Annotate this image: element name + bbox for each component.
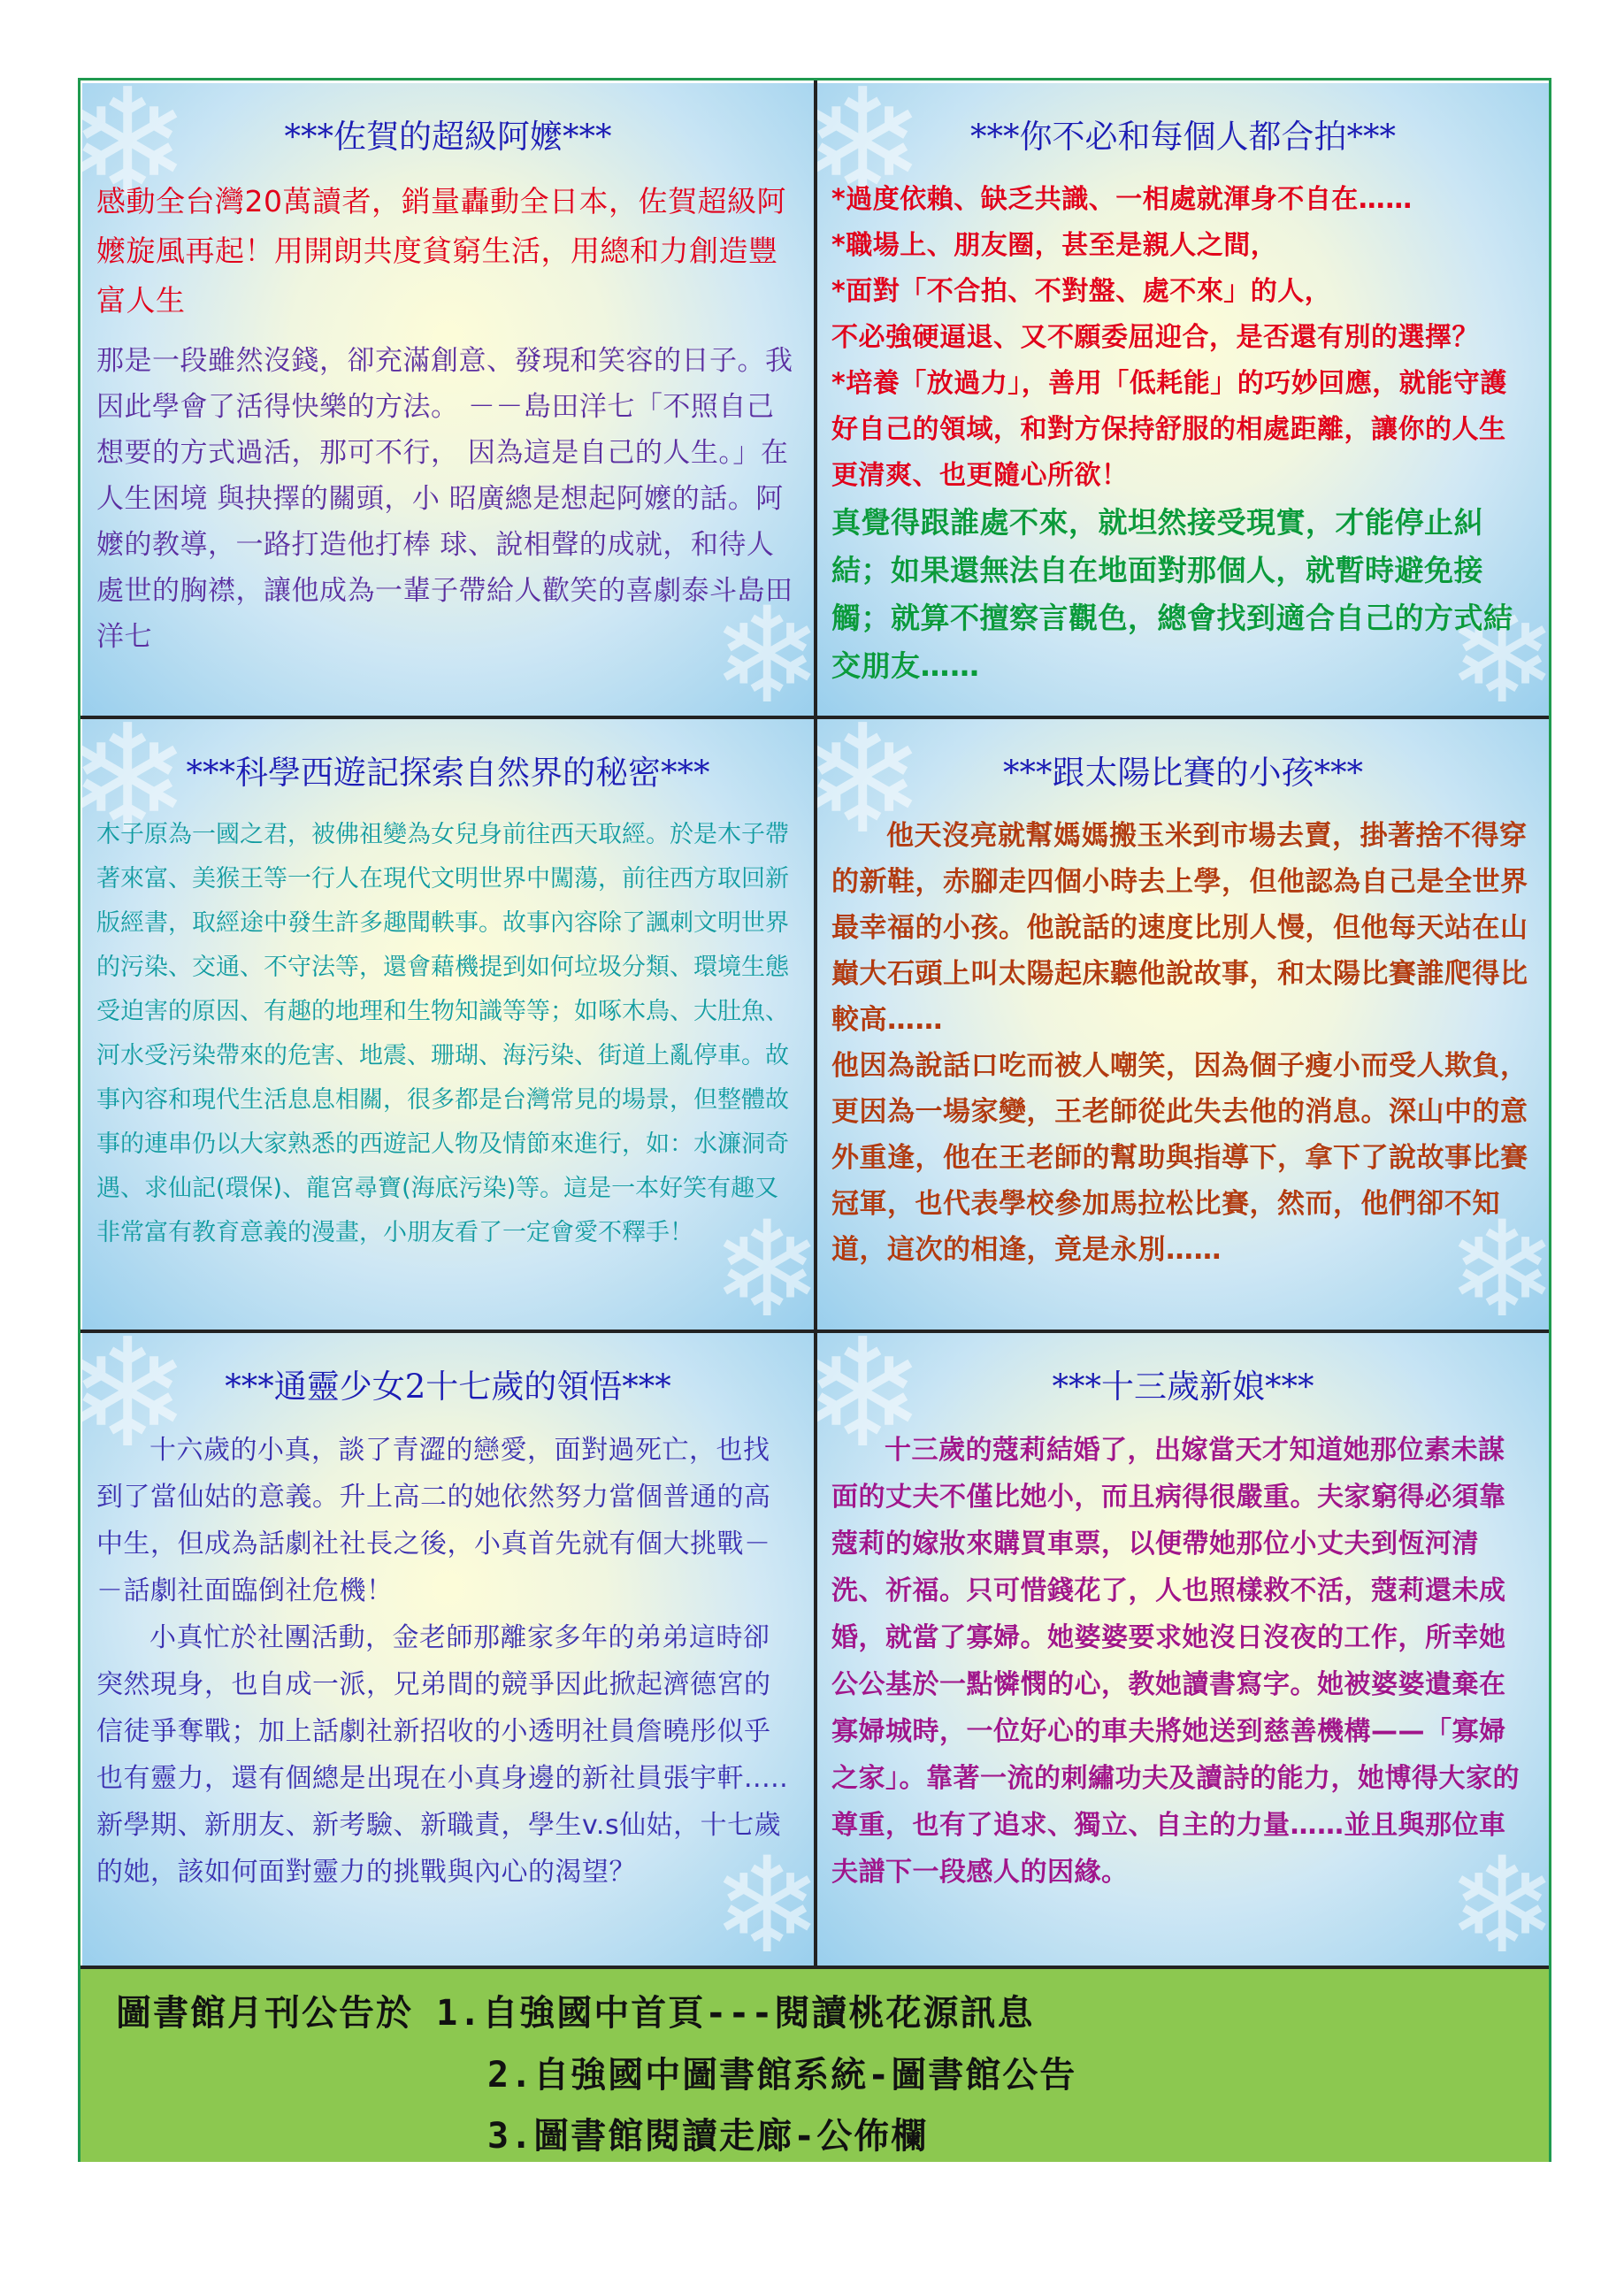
book-tagline: 感動全台灣20萬讀者，銷量轟動全日本，佐賀超級阿嬤旋風再起！用開朗共度貧窮生活，用總和力創造豐富人生 (96, 184, 786, 318)
grid-divider (80, 716, 1549, 719)
book-point: 不必強硬逼退、又不願委屈迎合，是否還有別的選擇？ (831, 322, 1479, 353)
grid-divider (80, 1330, 1549, 1333)
book-card-saga-grandma (82, 83, 814, 716)
book-summary: 真覺得跟誰處不來，就坦然接受現實，才能停止糾結；如果還無法自在地面對那個人，就暫時避免接觸；就算不擅察言觀色，總會找到適合自己的方式結交朋友…… (831, 505, 1513, 683)
newsletter-page (78, 78, 1551, 2162)
book-point: *面對「不合拍、不對盤、處不來」的人， (831, 276, 1332, 307)
book-card-psychic-girl-2 (82, 1333, 814, 1966)
book-title: ❄ ***科學西遊記探索自然界的秘密*** (186, 754, 710, 792)
announcement-line: 圖書館月刊公告於 1.自強國中首頁---閱讀桃花源訊息 (116, 1993, 1035, 2034)
book-summary-paragraph: 他因為說話口吃而被人嘲笑，因為個子瘦小而受人欺負，更因為一場家變，王老師從此失去他的消息。深山中的意外重逢，他在王老師的幫助與指導下，拿下了說故事比賽冠軍，也代表學校參加馬拉松比賽，然而，他們卻不知道，這次的相逢，竟是永別…… (831, 1050, 1528, 1266)
book-summary-paragraph: 他天沒亮就幫媽媽搬玉米到市場去賣，掛著捨不得穿的新鞋，赤腳走四個小時去上學，但他認為自己是全世界最幸福的小孩。他說話的速度比別人慢，但他每天站在山巔大石頭上叫太陽起床聽他說故事，和太陽比賽誰爬得比較高…… (831, 820, 1528, 1036)
book-point: *過度依賴、缺乏共識、一相處就渾身不自在…… (831, 184, 1413, 215)
book-summary-paragraph: 小真忙於社團活動，金老師那離家多年的弟弟這時卻突然現身，也自成一派，兄弟間的競爭因此掀起濟德宮的信徒爭奪戰；加上話劇社新招收的小透明社員詹曉彤似乎也有靈力，還有個總是出現在小真身邊的新社員張宇軒.....新學期、新朋友、新考驗、新職責，學生v.s仙姑，十七歲的她，該如何面對靈力的挑戰與內心的渴望？ (96, 1622, 789, 1888)
book-title: ❄ ***十三歲新娘*** (1052, 1368, 1314, 1406)
library-announcement (80, 1969, 1549, 2162)
book-title: ❄ ***你不必和每個人都合拍*** (970, 118, 1396, 156)
book-card-thirteen-year-bride (817, 1333, 1549, 1966)
book-summary-paragraph: 十六歲的小真，談了青澀的戀愛，面對過死亡，也找到了當仙姑的意義。升上高二的她依然努力當個普通的高中生，但成為話劇社社長之後，小真首先就有個大挑戰－－話劇社面臨倒社危機！ (96, 1435, 771, 1606)
book-summary: 那是一段雖然沒錢，卻充滿創意、發現和笑容的日子。我因此學會了活得快樂的方法。 －－島田洋七「不照自己想要的方式過活，那可不行， 因為這是自己的人生。」在人生困境 與抉擇的關頭，小 昭廣總是想起阿嬤的話。阿嬤的教導，一路打造他打棒 球、說相聲的成就，和待人處世的胸襟，讓他成為一輩子帶給人歡笑的喜劇泰斗島田洋七 (96, 345, 793, 653)
book-summary: 十三歲的蔻莉結婚了，出嫁當天才知道她那位素未謀面的丈夫不僅比她小，而且病得很嚴重。夫家窮得必須靠蔻莉的嫁妝來購買車票，以便帶她那位小丈夫到恆河清洗、祈福。只可惜錢花了，人也照樣救不活，蔻莉還未成婚，就當了寡婦。她婆婆要求她沒日沒夜的工作，所幸她公公基於一點憐憫的心，教她讀書寫字。她被婆婆遺棄在寡婦城時，一位好心的車夫將她送到慈善機構——「寡婦之家」。靠著一流的刺繡功夫及讀詩的能力，她博得大家的尊重，也有了追求、獨立、自主的力量……並且與那位車夫譜下一段感人的因緣。 (831, 1435, 1520, 1888)
book-title: ❄ ***跟太陽比賽的小孩*** (1003, 754, 1363, 792)
book-grid (80, 80, 1549, 1969)
book-card-science-journey-west (82, 719, 814, 1330)
book-title: ❄ ***佐賀的超級阿嬤*** (284, 118, 612, 156)
book-card-race-the-sun (817, 719, 1549, 1330)
announcement-line: 2.自強國中圖書館系統-圖書館公告 (487, 2055, 1077, 2096)
book-point: *職場上、朋友圈，甚至是親人之間， (831, 230, 1278, 261)
book-title: ❄ ***通靈少女2十七歲的領悟*** (225, 1368, 671, 1406)
announcement-line: 3.圖書館閱讀走廊-公佈欄 (487, 2116, 929, 2157)
book-summary: 木子原為一國之君，被佛祖變為女兒身前往西天取經。於是木子帶著來富、美猴王等一行人在現代文明世界中闖蕩，前往西方取回新版經書，取經途中發生許多趣聞軼事。故事內容除了諷刺文明世界的污染、交通、不守法等，還會藉機提到如何垃圾分類、環境生態受迫害的原因、有趣的地理和生物知識等等；如啄木鳥、大肚魚、河水受污染帶來的危害、地震、珊瑚、海污染、街道上亂停車。故事內容和現代生活息息相關，很多都是台灣常見的場景，但整體故事的連串仍以大家熟悉的西遊記人物及情節來進行，如：水濂洞奇遇、求仙記(環保)、龍宮尋寶(海底污染)等。這是一本好笑有趣又非常富有教育意義的漫畫，小朋友看了一定會愛不釋手！ (96, 821, 789, 1246)
book-point: *培養「放過力」，善用「低耗能」的巧妙回應，就能守護好自己的領域，和對方保持舒服的相處距離，讓你的人生更清爽、也更隨心所欲！ (831, 368, 1507, 491)
book-card-not-in-sync (817, 83, 1549, 716)
